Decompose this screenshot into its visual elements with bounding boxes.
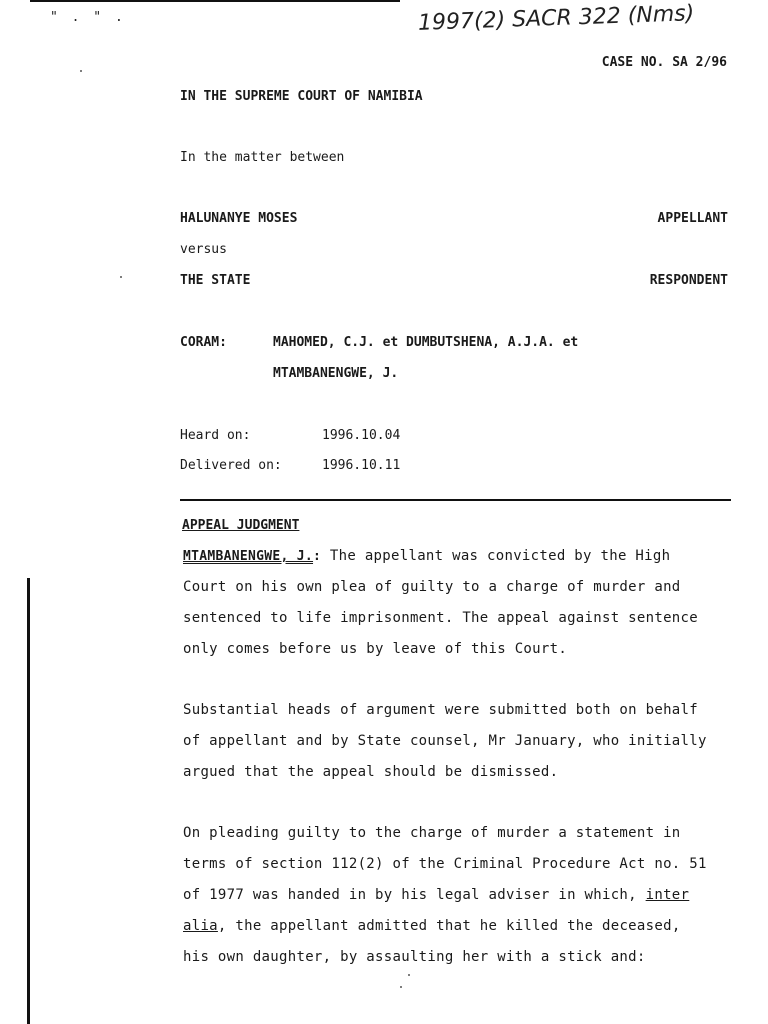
judge-name: MTAMBANENGWE, J. <box>183 549 314 564</box>
handwritten-citation: 1997(2) SACR 322 (Nms) <box>417 1 695 36</box>
scan-speck <box>408 974 410 976</box>
paragraph-2-line-2: of appellant and by State counsel, Mr January, who initially <box>183 733 707 749</box>
margin-marks: " . " . <box>50 10 126 25</box>
paragraph-3-text: , the appellant admitted that he killed the deceased, <box>217 918 681 934</box>
left-margin-bar <box>27 578 30 1024</box>
paragraph-1-line-3: sentenced to life imprisonment. The appeal against sentence <box>183 610 698 626</box>
heard-label: Heard on: <box>180 428 251 443</box>
respondent-name: THE STATE <box>180 273 251 288</box>
coram-judges-line2: MTAMBANENGWE, J. <box>273 366 399 381</box>
heard-date: 1996.10.04 <box>322 428 401 443</box>
paragraph-1-line-2: Court on his own plea of guilty to a charge of murder and <box>183 579 681 595</box>
paragraph-1-line-1 <box>183 548 670 564</box>
top-rule <box>30 0 400 2</box>
delivered-label: Delivered on: <box>180 458 282 473</box>
paragraph-3-line-1: On pleading guilty to the charge of murder a statement in <box>183 825 681 841</box>
latin-inter: inter <box>645 887 690 903</box>
judge-colon: : <box>313 549 322 564</box>
scan-speck <box>120 276 122 278</box>
judgment-heading: APPEAL JUDGMENT <box>182 518 300 533</box>
paragraph-3-line-3 <box>183 887 689 903</box>
latin-alia: alia <box>183 918 218 934</box>
paragraph-1-text: The appellant was convicted by the High <box>321 548 671 564</box>
matter-intro: In the matter between <box>180 150 345 165</box>
court-title: IN THE SUPREME COURT OF NAMIBIA <box>180 89 423 104</box>
paragraph-1-line-4: only comes before us by leave of this Court. <box>183 641 568 657</box>
versus-text: versus <box>180 242 227 257</box>
appellant-role: APPELLANT <box>657 211 728 226</box>
scan-speck <box>80 70 82 72</box>
respondent-role: RESPONDENT <box>649 273 728 288</box>
paragraph-3-text: of 1977 was handed in by his legal adviser in which, <box>183 887 646 903</box>
paragraph-2-line-1: Substantial heads of argument were submitted both on behalf <box>183 702 698 718</box>
paragraph-3-line-4 <box>183 918 681 934</box>
appellant-name: HALUNANYE MOSES <box>180 211 298 226</box>
case-number: CASE NO. SA 2/96 <box>601 55 727 70</box>
paragraph-3-line-5: his own daughter, by assaulting her with a stick and: <box>183 949 646 965</box>
scan-speck <box>400 986 402 988</box>
paragraph-3-line-2: terms of section 112(2) of the Criminal Procedure Act no. 51 <box>183 856 707 872</box>
section-divider <box>180 499 731 501</box>
delivered-date: 1996.10.11 <box>322 458 401 473</box>
coram-judges-line1: MAHOMED, C.J. et DUMBUTSHENA, A.J.A. et <box>273 335 579 350</box>
paragraph-2-line-3: argued that the appeal should be dismissed. <box>183 764 559 780</box>
coram-label: CORAM: <box>180 335 227 350</box>
